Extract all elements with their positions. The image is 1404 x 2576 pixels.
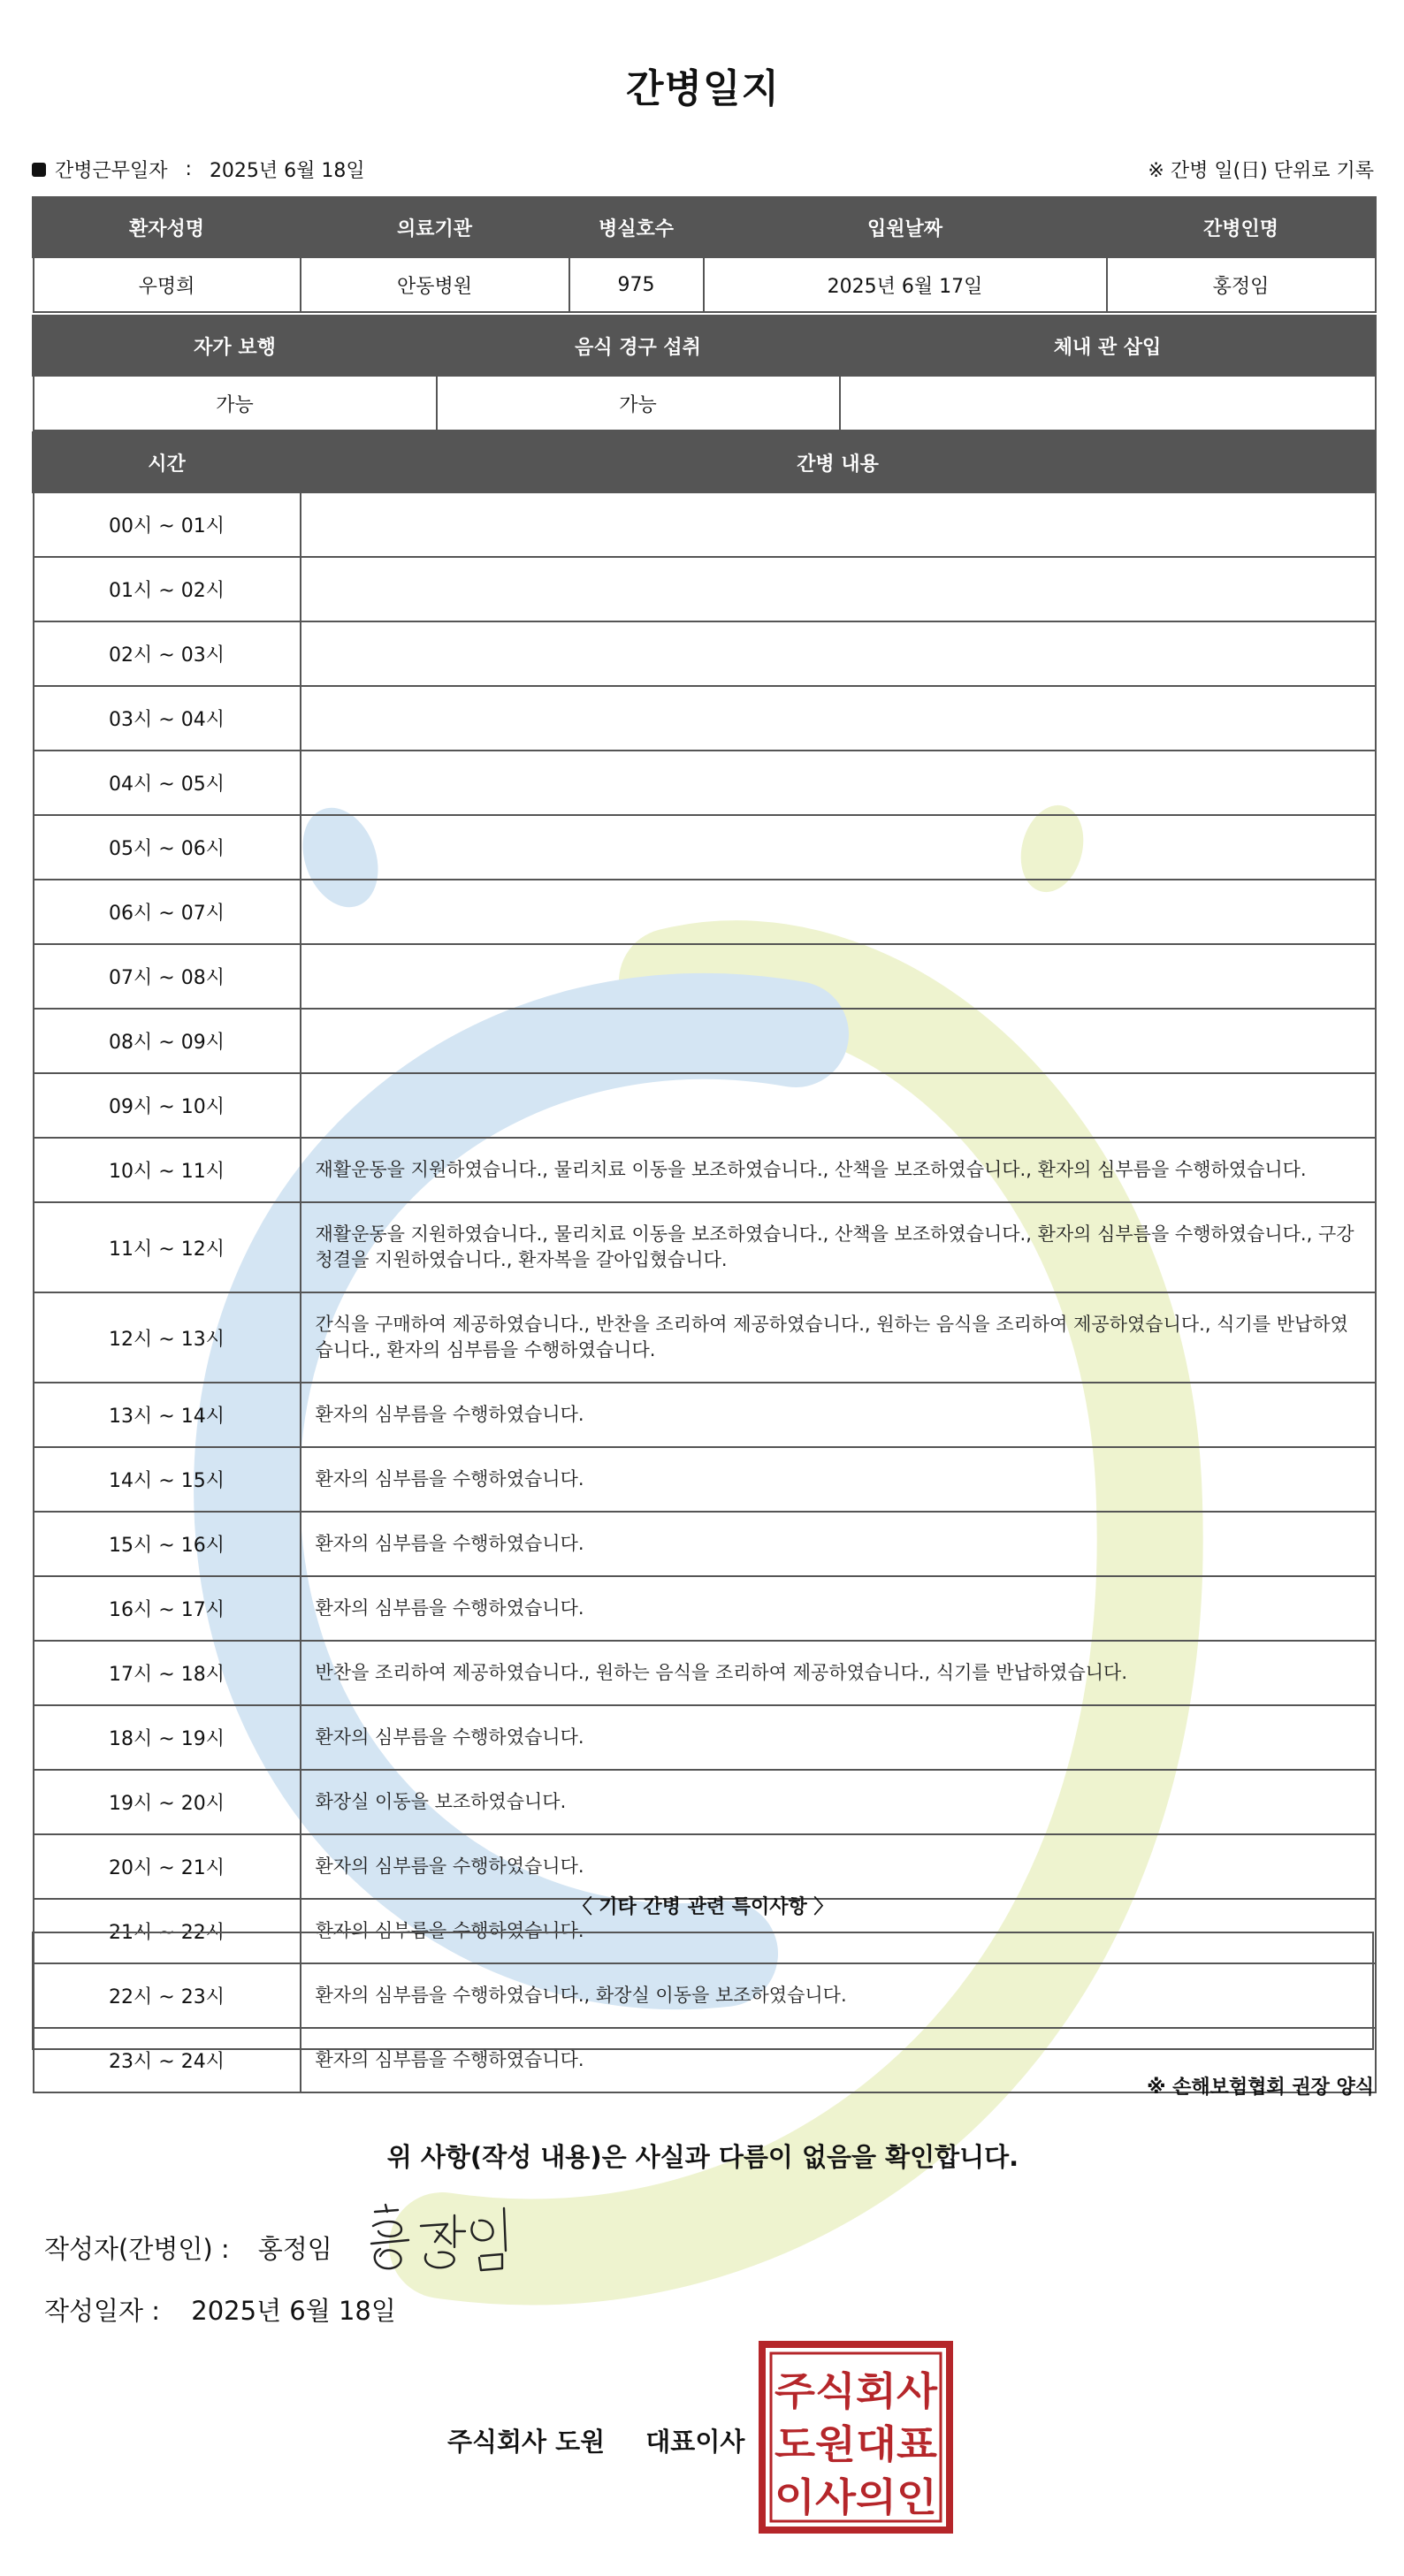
patient-info-table [32, 196, 1377, 313]
writer-row [44, 2229, 332, 2266]
company-name: 주식회사 도원 [447, 2427, 606, 2457]
care-log-row [34, 557, 1376, 621]
care-log-body [34, 492, 1376, 2093]
patient-name-value: 우명희 [34, 257, 301, 313]
stamp-line-3: 이사의인 [774, 2475, 937, 2520]
care-log-row [34, 1383, 1376, 1447]
stamp-line-1: 주식회사 [774, 2369, 939, 2414]
caregiver-name-value: 홍정임 [1107, 257, 1376, 313]
care-log-row [34, 686, 1376, 751]
header-hospital: 의료기관 [301, 198, 569, 257]
self-walking-value: 가능 [34, 376, 437, 431]
care-log-row [34, 815, 1376, 880]
header-room: 병실호수 [569, 198, 704, 257]
care-log-time: 11시 ~ 12시 [34, 1202, 301, 1292]
care-log-time: 02시 ~ 03시 [34, 621, 301, 686]
care-log-content [301, 1009, 1376, 1073]
work-date-label: 간병근무일자 [55, 160, 168, 182]
hospital-value: 안동병원 [301, 257, 569, 313]
care-log-content: 화장실 이동을 보조하였습니다. [301, 1770, 1376, 1834]
care-log-time: 10시 ~ 11시 [34, 1138, 301, 1202]
care-log-content: 환자의 심부름을 수행하였습니다. [301, 2028, 1376, 2092]
care-log-content: 환자의 심부름을 수행하였습니다. [301, 1705, 1376, 1770]
care-log-content [301, 686, 1376, 751]
care-log-content: 반찬을 조리하여 제공하였습니다., 원하는 음식을 조리하여 제공하였습니다., 식기를 반납하였습니다. [301, 1641, 1376, 1705]
tube-insertion-value [840, 376, 1376, 431]
care-log-time: 08시 ~ 09시 [34, 1009, 301, 1073]
care-log-content: 환자의 심부름을 수행하였습니다. [301, 1899, 1376, 1963]
care-log-row [34, 1705, 1376, 1770]
status-header-row [34, 316, 1376, 376]
written-date-label: 작성일자 : [44, 2296, 161, 2326]
header-caregiver-name: 간병인명 [1107, 198, 1376, 257]
confirmation-statement: 위 사항(작성 내용)은 사실과 다름이 없음을 확인합니다. [386, 2142, 1019, 2172]
care-log-content: 환자의 심부름을 수행하였습니다. [301, 1576, 1376, 1641]
care-log-content: 환자의 심부름을 수행하였습니다. [301, 1383, 1376, 1447]
care-log-time: 07시 ~ 08시 [34, 944, 301, 1009]
care-log-content: 환자의 심부름을 수행하였습니다. [301, 1512, 1376, 1576]
care-log-time: 16시 ~ 17시 [34, 1576, 301, 1641]
care-log-content: 환자의 심부름을 수행하였습니다., 화장실 이동을 보조하였습니다. [301, 1963, 1376, 2028]
patient-status-table [32, 315, 1377, 431]
work-date-value: 2025년 6월 18일 [209, 160, 365, 182]
care-log-row [34, 1009, 1376, 1073]
form-note: ※ 손해보험협회 권장 양식 [1147, 2077, 1374, 2099]
care-log-row [34, 1138, 1376, 1202]
care-log-time: 12시 ~ 13시 [34, 1292, 301, 1383]
care-log-content [301, 944, 1376, 1009]
care-log-content [301, 751, 1376, 815]
care-log-time: 15시 ~ 16시 [34, 1512, 301, 1576]
written-date-row [44, 2291, 396, 2328]
work-date-row [32, 156, 1374, 182]
care-log-content [301, 492, 1376, 558]
care-log-content: 환자의 심부름을 수행하였습니다. [301, 1834, 1376, 1899]
writer-label: 작성자(간병인) : [44, 2234, 230, 2264]
header-self-walking: 자가 보행 [34, 316, 437, 376]
care-log-content [301, 621, 1376, 686]
care-log-row [34, 1834, 1376, 1899]
written-date-value: 2025년 6월 18일 [191, 2296, 396, 2326]
remarks-title: 〈 기타 간병 관련 특이사항 〉 [572, 1896, 834, 1918]
care-log-content: 환자의 심부름을 수행하였습니다. [301, 1447, 1376, 1512]
care-log-row [34, 1292, 1376, 1383]
care-log-time: 14시 ~ 15시 [34, 1447, 301, 1512]
care-log-time: 04시 ~ 05시 [34, 751, 301, 815]
admission-date-value: 2025년 6월 17일 [704, 257, 1107, 313]
header-oral-intake: 음식 경구 섭취 [437, 316, 840, 376]
care-log-content: 재활운동을 지원하였습니다., 물리치료 이동을 보조하였습니다., 산책을 보조하였습니다., 환자의 심부름을 수행하였습니다., 구강청결을 지원하였습니다., 환자복을 갈아입혔습니다. [301, 1202, 1376, 1292]
unit-note: ※ 간병 일(日) 단위로 기록 [1148, 160, 1374, 182]
bullet-icon [32, 163, 46, 177]
header-admission-date: 입원날짜 [704, 198, 1107, 257]
care-log-time: 13시 ~ 14시 [34, 1383, 301, 1447]
care-log-header-row [34, 433, 1376, 492]
care-log-row [34, 880, 1376, 944]
care-log-content: 간식을 구매하여 제공하였습니다., 반찬을 조리하여 제공하였습니다., 원하는 음식을 조리하여 제공하였습니다., 식기를 반납하였습니다., 환자의 심부름을 수행하였습니다. [301, 1292, 1376, 1383]
care-log-content: 재활운동을 지원하였습니다., 물리치료 이동을 보조하였습니다., 산책을 보조하였습니다., 환자의 심부름을 수행하였습니다. [301, 1138, 1376, 1202]
work-date-separator: : [185, 158, 192, 180]
company-row [447, 2422, 744, 2458]
care-log-row [34, 1512, 1376, 1576]
care-log-row [34, 621, 1376, 686]
writer-name: 홍정임 [257, 2234, 332, 2264]
care-log-row [34, 492, 1376, 558]
care-log-time: 18시 ~ 19시 [34, 1705, 301, 1770]
header-time: 시간 [34, 433, 301, 492]
care-log-time: 20시 ~ 21시 [34, 1834, 301, 1899]
patient-info-value-row [34, 257, 1376, 313]
oral-intake-value: 가능 [437, 376, 840, 431]
remarks-box [32, 1932, 1374, 2050]
care-log-time: 01시 ~ 02시 [34, 557, 301, 621]
company-title: 대표이사 [645, 2427, 745, 2457]
stamp-line-2: 도원대표 [774, 2422, 938, 2467]
care-log-time: 06시 ~ 07시 [34, 880, 301, 944]
care-log-time: 21시 ~ 22시 [34, 1899, 301, 1963]
care-log-row [34, 1447, 1376, 1512]
care-log-row [34, 1073, 1376, 1138]
header-care-content: 간병 내용 [301, 433, 1376, 492]
care-log-time: 23시 ~ 24시 [34, 2028, 301, 2092]
handwritten-signature [362, 2199, 539, 2279]
care-log-time: 17시 ~ 18시 [34, 1641, 301, 1705]
care-log-time: 03시 ~ 04시 [34, 686, 301, 751]
care-log-time: 00시 ~ 01시 [34, 492, 301, 558]
header-patient-name: 환자성명 [34, 198, 301, 257]
care-log-row [34, 1641, 1376, 1705]
care-log-table [32, 431, 1377, 2093]
status-value-row [34, 376, 1376, 431]
care-log-row [34, 944, 1376, 1009]
care-log-time: 05시 ~ 06시 [34, 815, 301, 880]
care-log-content [301, 880, 1376, 944]
care-log-row [34, 751, 1376, 815]
care-log-time: 19시 ~ 20시 [34, 1770, 301, 1834]
care-log-row [34, 1576, 1376, 1641]
care-log-content [301, 557, 1376, 621]
patient-info-header-row [34, 198, 1376, 257]
care-log-time: 09시 ~ 10시 [34, 1073, 301, 1138]
company-seal-stamp [757, 2339, 955, 2535]
care-log-time: 22시 ~ 23시 [34, 1963, 301, 2028]
room-value: 975 [569, 257, 704, 313]
page-title: 간병일지 [625, 66, 780, 111]
care-log-row [34, 1770, 1376, 1834]
care-log-content [301, 815, 1376, 880]
header-tube-insertion: 체내 관 삽입 [840, 316, 1376, 376]
care-log-row [34, 1202, 1376, 1292]
care-log-content [301, 1073, 1376, 1138]
